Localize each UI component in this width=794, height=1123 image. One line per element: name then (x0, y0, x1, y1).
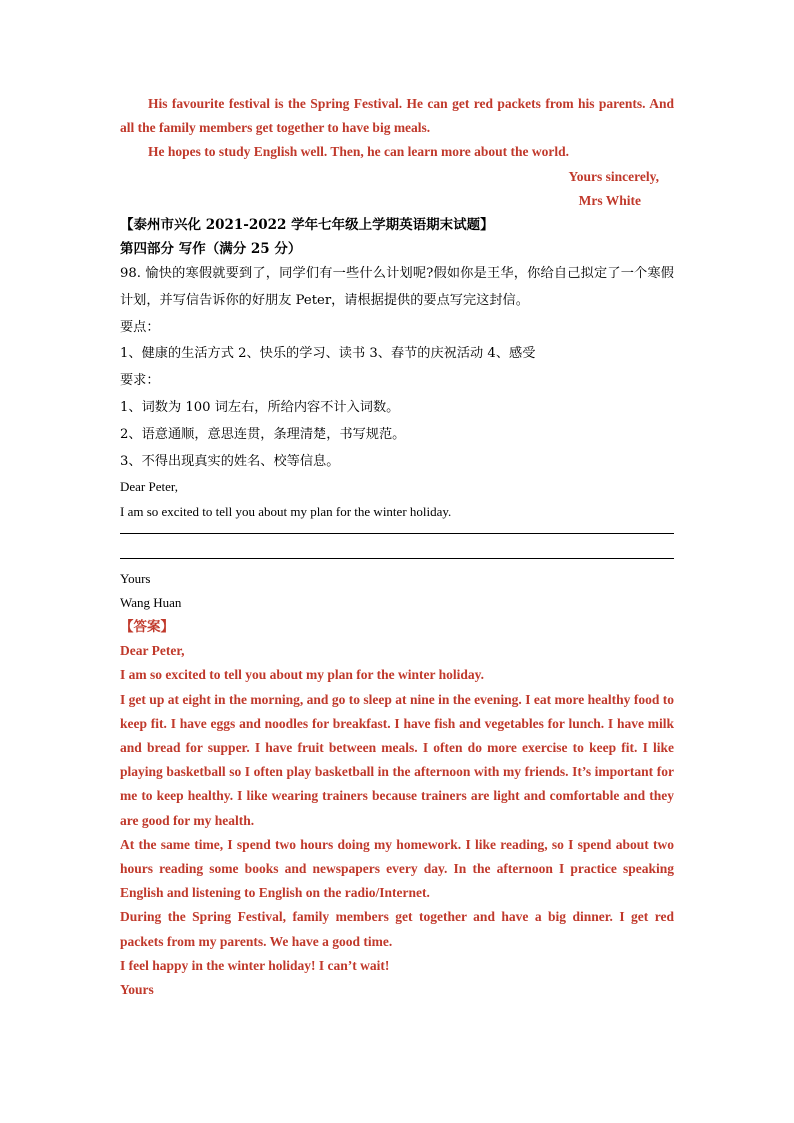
requirement-2: 2、语意通顺，意思连贯，条理清楚，书写规范。 (120, 426, 406, 442)
source-title: 【泰州市兴化 2021-2022 学年七年级上学期英语期末试题】 (120, 217, 494, 234)
answer-opening: I am so excited to tell you about my plan for the winter holiday. (120, 667, 485, 683)
prev-answer-paragraph-1: His favourite festival is the Spring Festival. He can get red packets from his parents. And all the family members get together to have big meals. (120, 96, 674, 136)
answer-greeting: Dear Peter, (120, 643, 185, 659)
letter-name: Wang Huan (120, 595, 182, 610)
question-prompt: 98. 愉快的寒假就要到了，同学们有一些什么计划呢?假如你是王华，你给自己拟定了一个寒假计划，并写信告诉你的好朋友 Peter，请根据提供的要点写完这封信。 (120, 266, 674, 308)
document-page (120, 92, 674, 1002)
answer-paragraph-2: At the same time, I spend two hours doing my homework. I like reading, so I spend about two hours reading some books and newspapers every day. In the afternoon I practice speaking English and listening to English on the radio/Internet. (120, 836, 674, 901)
answer-label: 【答案】 (120, 619, 174, 636)
writing-line-1 (120, 533, 674, 534)
points-list: 1、健康的生活方式 2、快乐的学习、读书 3、春节的庆祝活动 4、感受 (120, 346, 536, 362)
section-title: 第四部分 写作（满分 25 分） (120, 241, 302, 258)
answer-closing: Yours (120, 982, 154, 998)
letter-greeting: Dear Peter, (120, 479, 178, 495)
answer-paragraph-4: I feel happy in the winter holiday! I can’t wait! (120, 957, 390, 973)
prev-answer-paragraph-2: He hopes to study English well. Then, he can learn more about the world. (148, 144, 570, 160)
letter-closing: Yours (120, 570, 151, 586)
answer-paragraph-1: I get up at eight in the morning, and go to sleep at nine in the evening. I eat more healthy food to keep fit. I have eggs and noodles for breakfast. I have fish and vegetables for lunch. I have milk and bread for supper. I have fruit between meals. I often do more exercise to keep fit. I like playing basketball so I often play basketball in the afternoon with my friends. It’s important for me to keep healthy. I like wearing trainers because trainers are light and comfortable and they are good for my health. (120, 691, 674, 828)
requirements-label: 要求： (120, 373, 160, 389)
answer-paragraph-3: During the Spring Festival, family members get together and have a big dinner. I get red packets from my parents. We have a good time. (120, 909, 674, 949)
points-label: 要点： (120, 319, 160, 335)
prev-answer-closing: Yours sincerely, (568, 168, 659, 184)
requirement-3: 3、不得出现真实的姓名、校等信息。 (120, 453, 340, 469)
prev-answer-signature: Mrs White (578, 192, 641, 208)
spacer (120, 559, 674, 567)
requirement-1: 1、词数为 100 词左右，所给内容不计入词数。 (120, 400, 400, 415)
letter-opening: I am so excited to tell you about my plan for the winter holiday. (120, 503, 452, 519)
